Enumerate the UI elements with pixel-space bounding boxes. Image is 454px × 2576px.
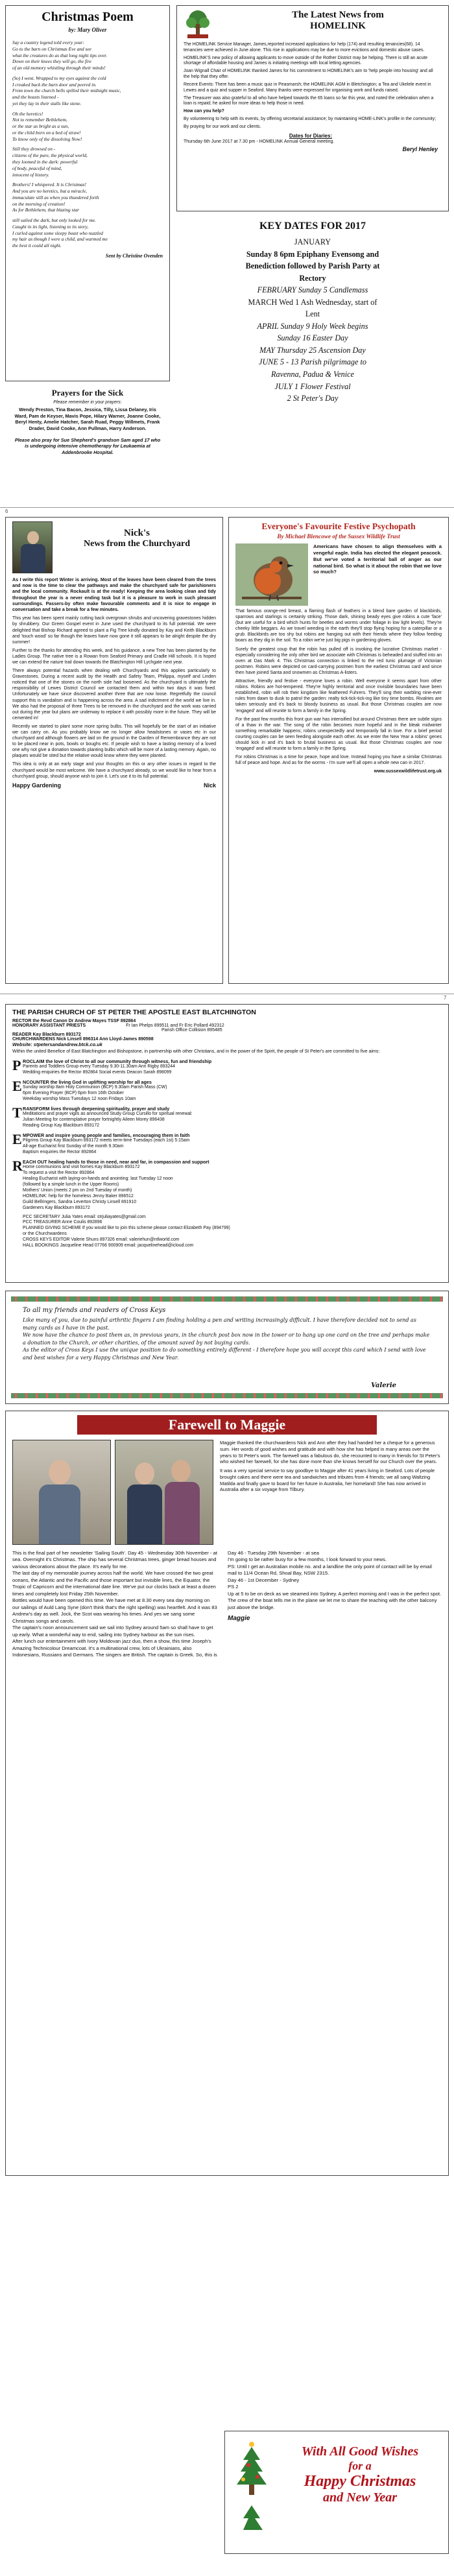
maggie-photo-1	[12, 1440, 111, 1545]
poem-line: Not to remember Bethlehem,	[12, 117, 67, 123]
parish-wardens: CHURCHWARDENS Nick Linsell 896314 Ann Lloyd-James 890598	[12, 1037, 154, 1042]
key-date-line: 2 St Peter's Day	[287, 394, 339, 403]
greeting-line-3: Happy Christmas	[304, 2473, 416, 2490]
aim-details: Pilgrims Group Kay Blackburn 893172 meets term-time Tuesdays (each 1st) 5:15am All-age Eucharist first Sunday of the month 9.30am Baptism enquiries the Rector 892864	[23, 1138, 190, 1154]
poem-sender: Sent by Christine Ovenden	[105, 252, 163, 259]
key-date-line: MAY Thursday 25 Ascension Day	[259, 345, 366, 355]
aim-letter: P	[12, 1057, 21, 1074]
prayers-names: Wendy Preston, Tina Bacon, Jessica, Tilly, Lissa Delaney, Iris Ward, Pam de Keyser, Mavis Pope, Hilary Warner, Joanne Cooke, Beryl Henty, Amelie Hatcher, Sarah Ruad, Peggy Willmets, Frank Drader, David Cooke, Ann Pullman, Harry Anderson.	[14, 407, 161, 431]
poem-line: And you are no heretics, but a miracle,	[12, 188, 88, 195]
nick-sign-right: Nick	[203, 781, 216, 789]
prayers-note: Please also pray for Sue Shepherd's grandson Sam aged 17 who is undergoing intensive chemotherapy for Leukaemia at Addenbrooke Hospital.	[14, 436, 161, 455]
poem-box	[5, 5, 170, 381]
homelink-title: The Latest News from	[292, 10, 384, 20]
robin-title: Everyone's Favourite Festive Psychopath	[261, 521, 416, 531]
parish-reader: READER Kay Blackburn 893172	[12, 1032, 81, 1037]
poem-line: Oh the heretics!	[12, 110, 43, 117]
poem-stanza	[12, 146, 163, 178]
homelink-body	[184, 42, 438, 130]
poem-line: Brothers! I whispered. It is Christmas!	[12, 182, 87, 188]
poem-line: of an old memory whistling through their minds!	[12, 65, 106, 71]
nick-paragraph: This year has been spent mainly cutting back overgrown shrubs and uncovering gravestones hidden by shrubbery. Our Green Gospel event in June used the churchyard to its full potential. We were delighted that Bishop Richard agreed to plant a Fig Tree kindly donated by Kay and Keith Blackburn and 'touch wood' so far though the leaves have now gone it still appears to be alright despite the dry summer!	[12, 616, 216, 645]
greeting-line-1: With All Good Wishes	[301, 2444, 419, 2459]
key-dates-box	[176, 217, 449, 489]
poem-line: (So) I went. Wrapped to my eyes against the cold	[12, 75, 106, 81]
key-date-line: JULY 1 Flower Festival	[274, 381, 351, 391]
nick-news-box	[5, 517, 223, 984]
poem-line: Say a country legend told every year:	[12, 40, 84, 45]
aim-details: Sunday worship 8am Holy Communion (BCP) 9.30am Parish Mass (CW) 6pm Evening Prayer (BCP) 6pm from 16th October Weekday worship Mass Tuesdays 12 noon Fridays 10am	[23, 1085, 167, 1101]
poem-line: As for Bethlehem, that blazing star	[12, 207, 80, 213]
valerie-sign: Valerie	[371, 1382, 396, 1389]
poem-stanza	[12, 217, 163, 249]
homelink-paragraph: The Treasurer was also grateful to all who have helped towards the 65 loans so far this year, and noted the celebration when a loan is repaid; he asked for more ideas to help those in need.	[184, 95, 434, 106]
aim-heading: RANSFORM lives through deepening spirituality, prayer and study	[23, 1105, 170, 1112]
homelink-paragraph: The HOMELINK Service Manager, James,reported increased applications for help (174) and resulting tenancies(68). 14 tenancies were achieved in June alone. This rise in applications may be due to more evictions and domestic abuse cases.	[184, 42, 425, 53]
maggie-left-col: This is the final part of her newsletter 'Sailing South'. Day 45 - Wednesday 30th November - at sea. Overnight it's Christmas. The ship has several Christmas trees, ginger bread houses and various decorations about the place. It's early for me. The last day of my memorable journey across half the world. We have crossed the two great oceans, the Atlantic and the Pacific and those important but invisible lines, the Equator, the Tropic of Capricorn and the international date line. We've put our clocks back at least a dozen times and completely lost Friday 25th November. Bottles would have been opened this time. We have met at 8.30 every sea day morning on our sailings of Auld Lang Syne (don't think that's the right spelling) was heartfelt. And it was 83 Andrew's day as well. Jock, the Scot was wearing his times. And yes we sang some Christmas songs and carols. The captain's noon announcement said we sail into Sydney around 5am so shall have to get up early. What a wonderful way to end, sailing into Sydney harbour as the sun rises. After lunch our entertainment with Ivory Moldovan jazz duo, then a show, this time Joseph's Amazing Technicolour Dreamcoat. It's a multinational crew, lots of Ukrainians, also Indonesians, Russians and Germans. The singers are British. The captain is Greek. So, this is	[12, 1550, 217, 1658]
robin-paragraph: Americans have chosen to align themselves with a vengeful eagle. India has elected the elegant peacock. But we've voted a territorial ball of anger as our national bird. So what is it about the robin that we love so much?	[313, 543, 442, 575]
maggie-title: Farewell to Maggie	[77, 1415, 377, 1435]
robin-box	[228, 517, 449, 984]
homelink-paragraph: HOMELINK'S new policy of allowing applicants to move outside of the Rother District may be helping. There is still an acute shortage of affordable housing and James is initiating meetings with local letting agencies.	[184, 55, 428, 66]
poem-line: I curled against some sleepy beast who nuzzled	[12, 230, 103, 236]
aim-item	[12, 1159, 442, 1211]
key-date-line: MARCH Wed 1 Ash Wednesday, start of	[248, 297, 377, 307]
key-dates-list	[189, 236, 436, 405]
poem-stanza	[12, 75, 163, 107]
prayers-subtitle: Please remember in your prayers:	[53, 400, 122, 405]
poem-line: Still they drowsed on -	[12, 146, 56, 152]
aim-letter: E	[12, 1078, 22, 1095]
valerie-heading: To all my friends and readers of Cross Keys	[23, 1307, 166, 1314]
nick-intro: As I write this report Winter is arriving. Most of the leaves have been cleared from the trees and now is the time to clear the pathways and make the churchyard safe for parishioners and the local community. Rockault is at the ready! Keeping the area looking clean and tidy throughout the year is a never ending task but it is a pleasure to work in such pleasant surroundings. Passers-by often make favourable comments and it is nice to engage in conversation and take a break for a few minutes.	[12, 577, 216, 613]
aim-details: PCC SECRETARY Julia Yates email: strjuliayates@gmail.com PCC TREASURER Anne Coulis 892896 PLANNED GIVING SCHEME If you would like to join this scheme please contact Elizabeth Pay (894799) or the Churchwardens CROSS KEYS EDITOR Valerie Shuns 897326 email: valeriehun@ntlworld.com HALL BOOKINGS Jacqueline Head 07766 900909 email: jacquelinehead@icloud.com	[23, 1214, 230, 1248]
key-date-line: Lent	[305, 309, 320, 319]
holly-border-bottom	[11, 1393, 443, 1398]
greeting-line-2: for a	[348, 2459, 372, 2472]
aim-details: Home communions and visit homes Kay Blackburn 893172 To request a visit the Rector 892864 Healing Eucharist with laying-on-hands and anointing: last Tuesday 12 noon (followed by a simple lunch in the Upper Rooms) Mothers' Union (meets 2 pm on 2nd Tuesday of month) HOMELINK: help for the homeless Jenny Baker 896512 Guild Bellringers, Sandra Leverton Christy Linsell 891910 Gardeners Kay Blackburn 893172	[23, 1164, 173, 1210]
poem-line: To know only of the dissolving Now!	[12, 136, 82, 142]
poem-line: Down on their knees they will go, the fire	[12, 58, 91, 65]
nick-body	[12, 615, 216, 779]
robin-byline: By Michael Blencowe of the Sussex Wildlife Trust	[277, 533, 400, 540]
homelink-paragraph: By volunteering to help with its events, by offering secretarial assistance; by maintaining HOME-LINK's profile in the community;	[184, 117, 436, 122]
poem-line: and the beasts listened -	[12, 94, 59, 101]
aim-letter	[12, 1215, 23, 1250]
nick-paragraph: There always potential hazards when dealing with Churchyards and this applies particularly to Gravestones. During a recent audit by the Health and Safety Team, Philippa, myself and Linden noticed that one of the stones on the north side had loosened. As the churchyard is ultimately the responsibility of Lewes District Council we contacted them and within two days it was fixed. Unfortunately we have since discovered another three that are now loose. Regretfully the council support this is vandalism and is happening across the area. A sad indictment of the world we live in. We also had the proposal of three Trees to be removed in the churchyard and the work was carried out during the year but plans are underway to replace it with possibly more in the future. They will be cemented in!	[12, 669, 216, 721]
homelink-tree-logo-icon	[184, 10, 212, 40]
poem-line: Caught in its light, listening to its story,	[12, 223, 89, 230]
poem-line: citizens of the pure, the physical world,	[12, 152, 88, 159]
holly-decoration-icon	[229, 2440, 274, 2544]
greeting-line-4: and New Year	[322, 2490, 398, 2505]
poem-line: or the child born on a bed of straw!	[12, 129, 81, 136]
homelink-brand: HOMELINK	[310, 21, 366, 31]
poem-stanza	[12, 111, 163, 143]
robin-illustration-icon	[235, 543, 308, 606]
nick-title-1: Nick's	[123, 528, 150, 538]
robin-paragraph: www.sussexwildlifetrust.org.uk	[374, 769, 442, 774]
homelink-dates-text: Thursday 6th June 2017 at 7.30 pm - HOMELINK Annual General meeting.	[184, 139, 335, 144]
homelink-paragraph: Recent Events: There has been a music quiz in Peasmarsh; the HOMELINK AGM in Bletchington; a Tea and Ukelele event in Lewes and a quiz and supper in Seaford. Many thanks were expressed for organising work and funds raised.	[184, 82, 431, 93]
homelink-paragraph: By praying for our work and our clients.	[184, 124, 261, 129]
aim-item	[12, 1132, 442, 1156]
aim-letter: T	[12, 1104, 22, 1121]
poem-line: the best it could all night.	[12, 243, 62, 249]
parish-box	[5, 1004, 449, 1283]
maggie-intro: Maggie thanked the churchwardens Nick and Ann after they had handed her a cheque for a generous sum. Her words of good wishes and gratitude and with how she has helped in many areas over the years to St Peter's work. The farewell was a fabulous do, she recounted to many in friends for St Peter's who wished her farewell, for she has done more than she knows herself for our Church over the years.	[220, 1440, 440, 1465]
key-date-line: Sunday 8 6pm Epiphany Evensong and	[246, 249, 379, 259]
poem-author: by: Mary Oliver	[68, 27, 107, 33]
valerie-letter-box	[5, 1291, 449, 1404]
robin-first-para	[313, 543, 442, 575]
aims-list	[12, 1058, 442, 1249]
robin-body	[235, 608, 442, 774]
nick-paragraph: This idea is only at an early stage and your thoughts on this or any other issues in regard to the churchyard would be most welcome. We have a churchyard already, so we would like to hear from a churchyard group, should anyone wish to join it. Let's use it to its full potential.	[12, 762, 216, 779]
poem-stanza	[12, 40, 163, 71]
nick-title-2: News from the Churchyard	[84, 539, 190, 549]
key-date-line: Sunday 16 Easter Day	[277, 333, 348, 343]
nick-paragraph: Further to the thanks for attending this week, and his guidance, a new Tree has been planted by the Ladies Group. The native tree is a Rowan from Seaford Primary and Cradle Hill schools. It is hoped we can extend the nature trail down towards the Blatchington Hill Lychgate next year.	[12, 648, 216, 665]
parish-header: THE PARISH CHURCH OF ST PETER THE APOSTLE EAST BLATCHINGTON	[12, 1008, 256, 1016]
aim-letter: R	[12, 1157, 23, 1174]
poem-line: Go to the barn on Christmas Eve and see	[12, 45, 91, 52]
prayers-title: Prayers for the Sick	[51, 388, 124, 398]
page-number-7: 7	[444, 995, 447, 1001]
key-date-line: Ravenna, Padua & Venice	[271, 370, 354, 379]
robin-paragraph: Surely the greatest coup that the robin has pulled off is invoking the lucrative Christmas market - especially considering the only other bird we associate with Christmas is beheaded and stuffed into an oven at Das Mark 4. This Christmas connection is linked to the red tunic plumage of Victorian postmen. Robins were depicted on card-carrying postmen from the earliest Christmas card and since then have joined Santa and snowmen as Christmas A-listers.	[235, 647, 442, 675]
maggie-right-col: Day 46 - Tuesday 29th November - at sea I'm going to be rather busy for a few months, I look forward to your news. PS: Until I get an Australian mobile no. and a landline the only point of contact will be by email mail to 11/4 Ocean Rd, Shoal Bay, NSW 2315. Day 46 - 1st December - Sydney PS 2 Up at 5 to be on deck as we steamed into Sydney. A perfect morning and I was in the perfect spot. The crew of the boat tells me in the plane we let me to share the teaching with the other balcony just above the bridge.	[228, 1550, 442, 1610]
robin-paragraph: For the past few months this front gun war has intensified but around Christmas there are subtle signs of a thaw in the war. The song of the robin becomes more hopeful and in the bleak midwinter something remarkable happens; robins unexpectedly and temporarily fall in love. For a brief period courting couples can be seen feeding alongside each other. As we enter the New Year a robins' genes should kick in and it's back to brutal business as usual. But those Christmas couples are now 'engaged' and will reunite to form a family in the Spring.	[235, 717, 442, 752]
key-date-line: JANUARY	[294, 237, 331, 246]
parish-office: Parish Office Collision 895485	[161, 1028, 222, 1032]
key-date-line: JUNE 5 - 13 Parish pilgrimage to	[259, 357, 366, 367]
poem-title: Christmas Poem	[42, 10, 134, 24]
parish-assistants-label: HONORARY ASSISTANT PRIESTS	[12, 1023, 86, 1028]
prayers-box	[5, 387, 170, 497]
poem-line: my hair as though I were a child, and warmed me	[12, 236, 108, 243]
poem-line: of body, peaceful of mind,	[12, 165, 62, 171]
maggie-box	[5, 1411, 449, 2176]
aim-item	[12, 1215, 442, 1250]
poem-line: or the star as bright as a sun,	[12, 123, 69, 130]
parish-rector: RECTOR the Revd Canon Dr Andrew Mayes TSSF 892864	[12, 1019, 136, 1023]
poem-line: they loomed in the dark: powerful	[12, 159, 78, 165]
page-separator	[0, 507, 454, 508]
homelink-paragraph: Joan Wignall Chair of HOMELINK thanked James for his commitment to HOMELINK's aim to 'help people into housing' and all the help that they offer.	[184, 69, 433, 80]
aim-heading: ROCLAIM the love of Christ to all our community through witness, fun and friendship	[23, 1058, 212, 1065]
aim-item	[12, 1058, 442, 1076]
maggie-intro2: It was a very special service to say goodbye to Maggie after 41 years living in Seaford. Lots of people brought cakes and there were tea and sandwiches and tributes from 4 friends; we all sang Waltzing Matilda and finally gave to board for her future in Australia, her homeland! She has now arrived in Australia after a six voyage from Tilbury.	[220, 1468, 435, 1493]
aim-heading: NCOUNTER the living God in uplifting worship for all ages	[23, 1079, 152, 1086]
nick-paragraph: Recently we started to plant some more spring bulbs. This will hopefully be the start of an initiative we can carry on. As you probably know we no longer allow headstones or vases etc in our churchyard and although flowers are laid on the ground in the Garden of Remembrance they are not to be placed near in pots, bowls or boughs etc. If people wish to have a lasting memory of a loved one why not give a donation towards planting bulbs which will be more of a lasting memory. Again, no plaques would be sited but the relative would know where they were planted.	[12, 724, 216, 759]
poem-line: still sailed the dark, but only looked for me.	[12, 217, 96, 224]
key-date-line: APRIL Sunday 9 Holy Week begins	[257, 321, 368, 331]
maggie-sign: Maggie	[228, 1615, 250, 1623]
nick-photo	[12, 521, 53, 573]
poem-line: yet they lay in their stalls like stone.	[12, 100, 82, 106]
poem-body	[12, 40, 163, 249]
aim-heading: EACH OUT healing hands to those in need, near and far, in compassion and support	[23, 1158, 209, 1165]
key-dates-title: KEY DATES FOR 2017	[259, 221, 366, 232]
robin-paragraph: That famous orange-red breast, a flaming flash of feathers in a blend bare garden of blackbirds, sparrows and starlings is certainly striking. Those dark, shining beady eyes give robins a cute 'face' (but are useful for a bird which hunts for beetles and worms under foliage in low light levels). They're cheeky little beggars. As we travel weeding in the earth they'll stop flying hoping for a caterpillar or a grub. Blackbirds are too shy but robins are hanging out with their friends where they follow feeding boars as they dig in the soil. To a robin we're just big pigs in gardening gloves.	[235, 609, 442, 643]
key-date-line: Rectory	[299, 273, 326, 283]
aim-heading: MPOWER and inspire young people and families, encouraging them in faith	[23, 1132, 190, 1138]
maggie-photo-2	[115, 1440, 213, 1545]
homelink-dates-title: Dates for Diaries:	[289, 132, 333, 139]
homelink-signature: Beryl Henley	[402, 145, 438, 152]
poem-line: on the morning of creation!	[12, 200, 66, 207]
parish-website: Website: stpetersandandrew.btck.co.uk	[12, 1042, 102, 1047]
poem-stanza	[12, 182, 163, 213]
homelink-paragraph: How can you help?	[184, 109, 224, 114]
parish-assistants: Fr Ian Phelps 899511 and Fr Eric Pollard 492312	[126, 1023, 224, 1028]
homelink-box	[176, 5, 449, 211]
robin-paragraph: Attractive, friendly and festive - everyone loves a robin. Well everyone it seems apart from other robins. Robins are hot-tempered. They're highly territorial and once invisible boundaries have been established, robin will rob their kingdom like feathered Fuhrers. They'll sing their warbling nine-ever rules from dawn to dusk to patrol the garden: realty tick-tick-tick-ing like tiny time bombs. Rivalries are taken seriously and it's back to bloody business as usual. But those Christmas couples are now 'engaged' and will reunite to form a family in the Spring.	[235, 679, 442, 713]
valerie-body: Like many of you, due to painful arthritic fingers I am finding holding a pen and writing increasingly difficult. I have therefore decided not to send as many cards as I have in the past. We now have the chance to post them as, in previous years, in the church post box now in the tower or to hang up one card on the tree and perhaps make a donation to the Church, or other charities, of the amount saved by not buying cards. As the editor of Cross Keys I use the unique position to do something entirely different - I therefore hope you will accept this card which I send with love and best wishes for a very Happy Christmas and New Year.	[23, 1317, 430, 1361]
key-date-line: FEBRUARY Sunday 5 Candlemass	[257, 285, 368, 295]
greeting-box	[224, 2431, 449, 2554]
aim-letter: E	[12, 1130, 22, 1147]
robin-paragraph: For robins Christmas is a time for peace, hope and love. Instead hoping you have a similar Christmas full of peace and hope. And as for the worms - I'm sure we'll all open a whole new can in 2017.	[235, 755, 442, 766]
aim-details: Parents and Toddlers Group every Tuesday 9.30-11.30am Ann Rigby 893244 Wedding enquiries the Rector 892864 Social events Deacon Sarah 898099	[23, 1064, 175, 1075]
poem-line: what the creatures do as that long night tips over.	[12, 52, 108, 58]
aim-details: Meditations and prayer vigils as announced Study Group Cursillo for spiritual renewal: Julian Meeting for contemplative prayer fortnightly Aileen Morey 896438 Reading Group Kay Blackburn 893172	[23, 1111, 193, 1128]
poem-line: innocent of history.	[12, 171, 49, 178]
aim-item	[12, 1079, 442, 1103]
page-number-6: 6	[5, 508, 8, 514]
poem-line: I creaked back the barn door and peered in.	[12, 81, 97, 88]
poem-line: immaculate still as when you thundered forth	[12, 194, 99, 200]
aim-item	[12, 1106, 442, 1129]
nick-sign-left: Happy Gardening	[12, 781, 62, 789]
poem-line: From town the church bells spilled their midnight music,	[12, 88, 121, 94]
holly-border-top	[11, 1296, 443, 1302]
parish-united: Within the united Benefice of East Blatchington and Bishopstone, in partnership with other Christians, and in the power of the Spirit, the people of St Peter's are committed to five aims:	[12, 1049, 380, 1054]
key-date-line: Benediction followed by Parish Party at	[245, 261, 380, 271]
